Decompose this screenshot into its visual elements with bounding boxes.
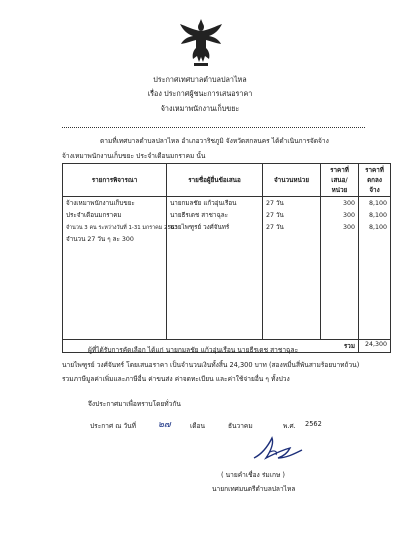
item-line: จ้างเหมาพนักงานเก็บขยะ	[66, 200, 135, 207]
unit-value: 27 วัน	[266, 224, 284, 231]
item-cell	[63, 197, 178, 340]
units-cell	[263, 197, 321, 340]
unit-price-value: 300	[342, 212, 355, 219]
header-agreed-price: ราคาที่ตกลงจ้าง	[359, 164, 391, 197]
item-line: จำนวน 27 วัน ๆ ละ 300	[66, 236, 134, 243]
garuda-emblem-icon	[178, 18, 224, 68]
item-line: จำนวน 3 คน ระหว่างวันที่ 1-31 มกราคม 2563	[66, 225, 178, 231]
signatory-name: ( นายคำเชื่อง ร่มเกษ )	[221, 471, 286, 479]
table-row	[63, 197, 391, 340]
date-month: ธันวาคม	[228, 422, 253, 430]
announcement-title: ประกาศเทศบาลตำบลปลาไหล	[153, 75, 247, 84]
header-units: จำนวนหน่วย	[263, 164, 321, 197]
bid-table	[62, 163, 391, 353]
agreed-price-value: 8,100	[368, 224, 387, 231]
unit-value: 27 วัน	[266, 200, 284, 207]
agreed-price-cell	[359, 197, 391, 340]
unit-value: 27 วัน	[266, 212, 284, 219]
date-day: ๒๗	[158, 420, 171, 430]
agreed-price-value: 8,100	[368, 212, 387, 219]
announcement-subject: เรื่อง ประกาศผู้ชนะการเสนอราคา	[147, 89, 253, 98]
intro-line-2: จ้างเหมาพนักงานเก็บขยะ ประจำเดือนมกราคม นั้น	[62, 152, 206, 160]
date-year: 2562	[305, 420, 322, 428]
header-bidders: รายชื่อผู้ยื่นข้อเสนอ	[167, 164, 263, 197]
signatory-position: นายกเทศมนตรีตำบลปลาไหล	[212, 485, 296, 493]
result-line-3: รวมภาษีมูลค่าเพิ่มและภาษีอื่น ค่าขนส่ง ค่าจดทะเบียน และค่าใช้จ่ายอื่น ๆ ทั้งปวง	[62, 375, 290, 383]
bidder-name: นายกมลชัย แก้วอุ่นเรือน	[170, 200, 237, 207]
date-month-label: เดือน	[190, 422, 206, 430]
unit-price-value: 300	[342, 224, 355, 231]
item-line: ประจำเดือนมกราคม	[66, 212, 122, 219]
total-value: 24,300	[359, 340, 391, 353]
announcement-job-title: จ้างเหมาพนักงานเก็บขยะ	[160, 104, 240, 113]
intro-line-1: ตามที่เทศบาลตำบลปลาไหล อำเภอวาริชภูมิ จังหวัดสกลนคร ได้ดำเนินการจัดจ้าง	[100, 137, 329, 145]
date-year-label: พ.ศ.	[283, 422, 296, 430]
agreed-price-value: 8,100	[368, 200, 387, 207]
signature-icon	[248, 432, 308, 464]
result-line-1: ผู้ที่ได้รับการคัดเลือก ได้แก่ นายกมลชัย แก้วอุ่นเรือน นายธีรเดช สาชาฉุละ	[88, 346, 299, 354]
date-prefix: ประกาศ ณ วันที่	[90, 422, 137, 430]
bid-table-header-row	[63, 164, 391, 197]
separator-dotted	[62, 127, 365, 128]
result-line-2: นายไพฑูรย์ วงศ์จันทร์ โดยเสนอราคา เป็นจำนวนเงินทั้งสิ้น 24,300 บาท (สองหมื่นสี่พันสามร้อยบาทถ้วน)	[62, 361, 360, 369]
header-unit-price: ราคาที่เสนอ/หน่วย	[321, 164, 359, 197]
header-item: รายการพิจารณา	[63, 164, 167, 197]
bidder-name: นายไพฑูรย์ วงศ์จันทร์	[170, 224, 230, 231]
bidder-name: นายธีรเดช สาชาฉุละ	[170, 212, 228, 219]
unit-price-cell	[321, 197, 359, 340]
closing-text: จึงประกาศมาเพื่อทราบโดยทั่วกัน	[88, 400, 181, 408]
total-label: รวม	[63, 340, 359, 353]
bidders-cell	[167, 197, 263, 340]
unit-price-value: 300	[342, 200, 355, 207]
